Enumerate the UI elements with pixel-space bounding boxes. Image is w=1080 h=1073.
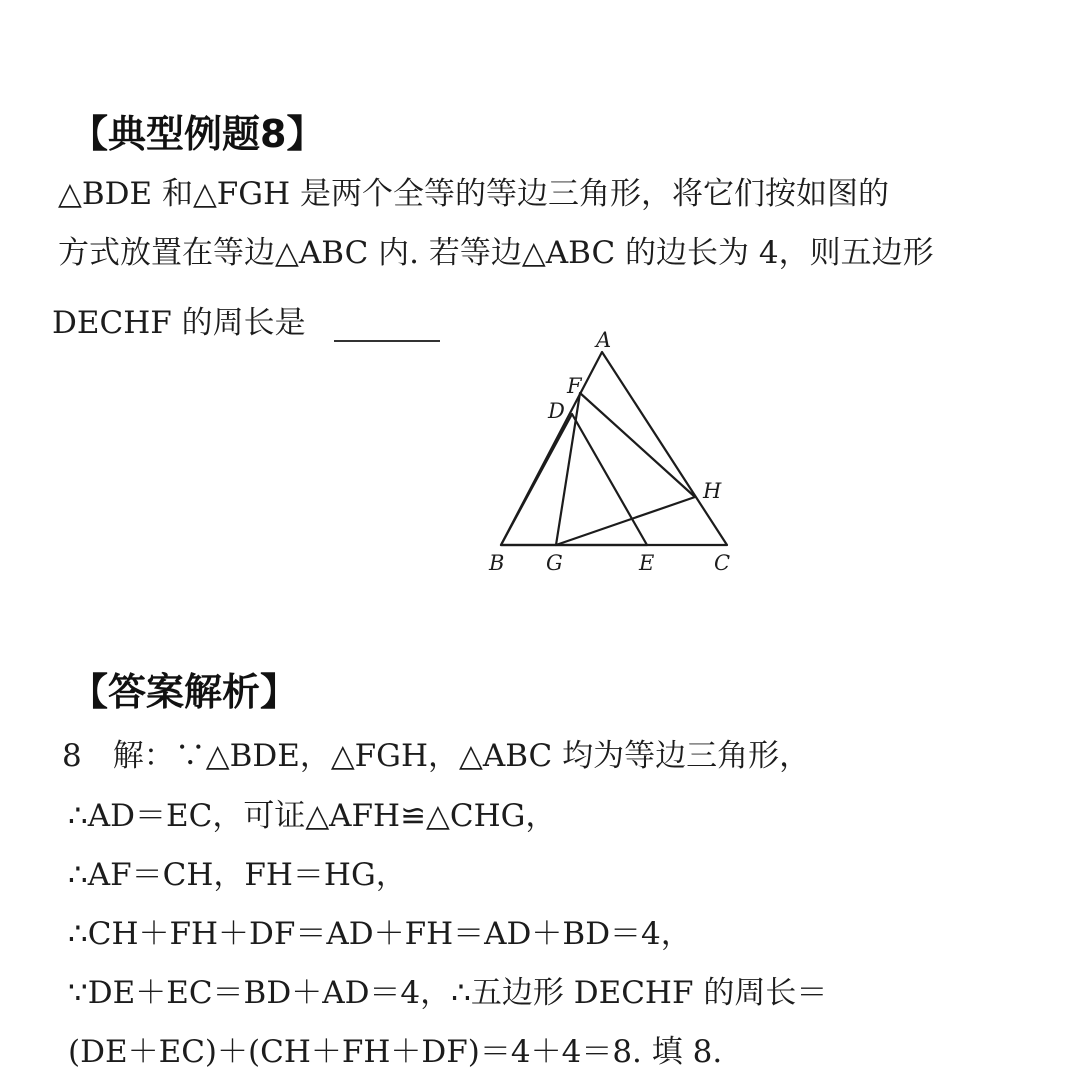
question-line-2: 方式放置在等边△ABC 内. 若等边△ABC 的边长为 4，则五边形 bbox=[58, 235, 934, 271]
point-label-f: F bbox=[567, 374, 582, 398]
point-label-d: D bbox=[548, 399, 565, 423]
triangle-figure bbox=[470, 320, 770, 580]
point-label-b: B bbox=[489, 551, 505, 575]
triangle-abc bbox=[501, 352, 727, 545]
answer-line-2: ∴AD＝EC，可证△AFH≌△CHG， bbox=[68, 798, 557, 834]
answer-line-1: 8 解：∵△BDE，△FGH，△ABC 均为等边三角形， bbox=[62, 738, 811, 774]
question-line-1: △BDE 和△FGH 是两个全等的等边三角形，将它们按如图的 bbox=[58, 176, 889, 212]
answer-line-4: ∴CH＋FH＋DF＝AD＋FH＝AD＋BD＝4， bbox=[68, 916, 692, 952]
answer-blank bbox=[334, 340, 440, 342]
question-line-3: DECHF 的周长是 bbox=[52, 305, 306, 341]
point-label-c: C bbox=[714, 551, 731, 575]
point-label-g: G bbox=[546, 551, 563, 575]
point-label-e: E bbox=[639, 551, 655, 575]
answer-line-3: ∴AF＝CH，FH＝HG， bbox=[68, 857, 407, 893]
answer-line-6: (DE＋EC)＋(CH＋FH＋DF)＝4＋4＝8. 填 8. bbox=[68, 1034, 723, 1070]
example-heading: 【典型例题8】 bbox=[70, 112, 325, 156]
answer-heading: 【答案解析】 bbox=[70, 670, 299, 714]
point-label-h: H bbox=[703, 479, 722, 503]
point-label-a: A bbox=[596, 328, 612, 352]
answer-line-5: ∵DE＋EC＝BD＋AD＝4，∴五边形 DECHF 的周长＝ bbox=[68, 975, 828, 1011]
triangle-fgh bbox=[556, 393, 695, 545]
